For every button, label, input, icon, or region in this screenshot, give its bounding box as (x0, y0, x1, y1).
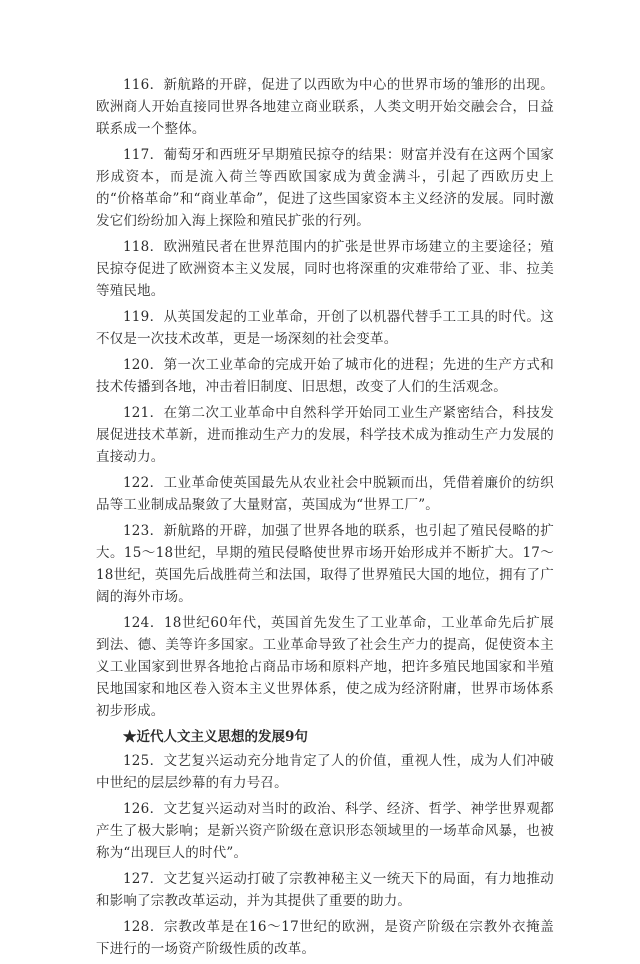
document-body (96, 74, 554, 964)
section-heading: ★近代人文主义思想的发展9句 (123, 729, 308, 745)
paragraph-119: 119．从英国发起的工业革命，开创了以机器代替手工工具的时代。这不仅是一次技术改革，更是一场深刻的社会变革。 (96, 309, 554, 347)
paragraph-121: 121．在第二次工业革命中自然科学开始同工业生产紧密结合，科技发展促进技术革新，进而推动生产力的发展，科学技术成为推动生产力发展的直接动力。 (96, 405, 554, 465)
paragraph-120: 120．第一次工业革命的完成开始了城市化的进程；先进的生产方式和技术传播到各地，冲击着旧制度、旧思想，改变了人们的生活观念。 (96, 357, 554, 395)
paragraph-122: 122．工业革命使英国最先从农业社会中脱颖而出，凭借着廉价的纺织品等工业制成品聚敛了大量财富，英国成为“世界工厂”。 (96, 475, 554, 513)
paragraph-118: 118．欧洲殖民者在世界范围内的扩张是世界市场建立的主要途径；殖民掠夺促进了欧洲资本主义发展，同时也将深重的灾难带给了亚、非、拉美等殖民地。 (96, 239, 554, 299)
paragraph-127: 127．文艺复兴运动打破了宗教神秘主义一统天下的局面，有力地推动和影响了宗教改革运动，并为其提供了重要的助力。 (96, 871, 554, 909)
paragraph-124: 124．18世纪60年代，英国首先发生了工业革命，工业革命先后扩展到法、德、美等许多国家。工业革命导致了社会生产力的提高，促使资本主义工业国家到世界各地抢占商品市场和原料产地，把许多殖民地国家和半殖民地国家和地区卷入资本主义世界体系，使之成为经济附庸，世界市场体系初步形成。 (96, 615, 554, 719)
paragraph-116: 116．新航路的开辟，促进了以西欧为中心的世界市场的雏形的出现。欧洲商人开始直接同世界各地建立商业联系，人类文明开始交融会合，日益联系成一个整体。 (96, 77, 554, 137)
paragraph-126: 126．文艺复兴运动对当时的政治、科学、经济、哲学、神学世界观都产生了极大影响；是新兴资产阶级在意识形态领域里的一场革命风暴，也被称为“出现巨人的时代”。 (96, 801, 554, 861)
paragraph-128: 128．宗教改革是在16～17世纪的欧洲，是资产阶级在宗教外衣掩盖下进行的一场资产阶级性质的改革。 (96, 919, 554, 957)
paragraph-123: 123．新航路的开辟，加强了世界各地的联系，也引起了殖民侵略的扩大。15～18世纪，早期的殖民侵略使世界市场开始形成并不断扩大。17～18世纪，英国先后战胜荷兰和法国，取得了世界殖民大国的地位，拥有了广阔的海外市场。 (96, 523, 554, 605)
paragraph-125: 125．文艺复兴运动充分地肯定了人的价值，重视人性，成为人们冲破中世纪的层层纱幕的有力号召。 (96, 753, 554, 791)
paragraph-117: 117．葡萄牙和西班牙早期殖民掠夺的结果：财富并没有在这两个国家形成资本，而是流入荷兰等西欧国家成为黄金满斗，引起了西欧历史上的“价格革命”和“商业革命”，促进了这些国家资本主义经济的发展。同时激发它们纷纷加入海上探险和殖民扩张的行列。 (96, 147, 554, 229)
